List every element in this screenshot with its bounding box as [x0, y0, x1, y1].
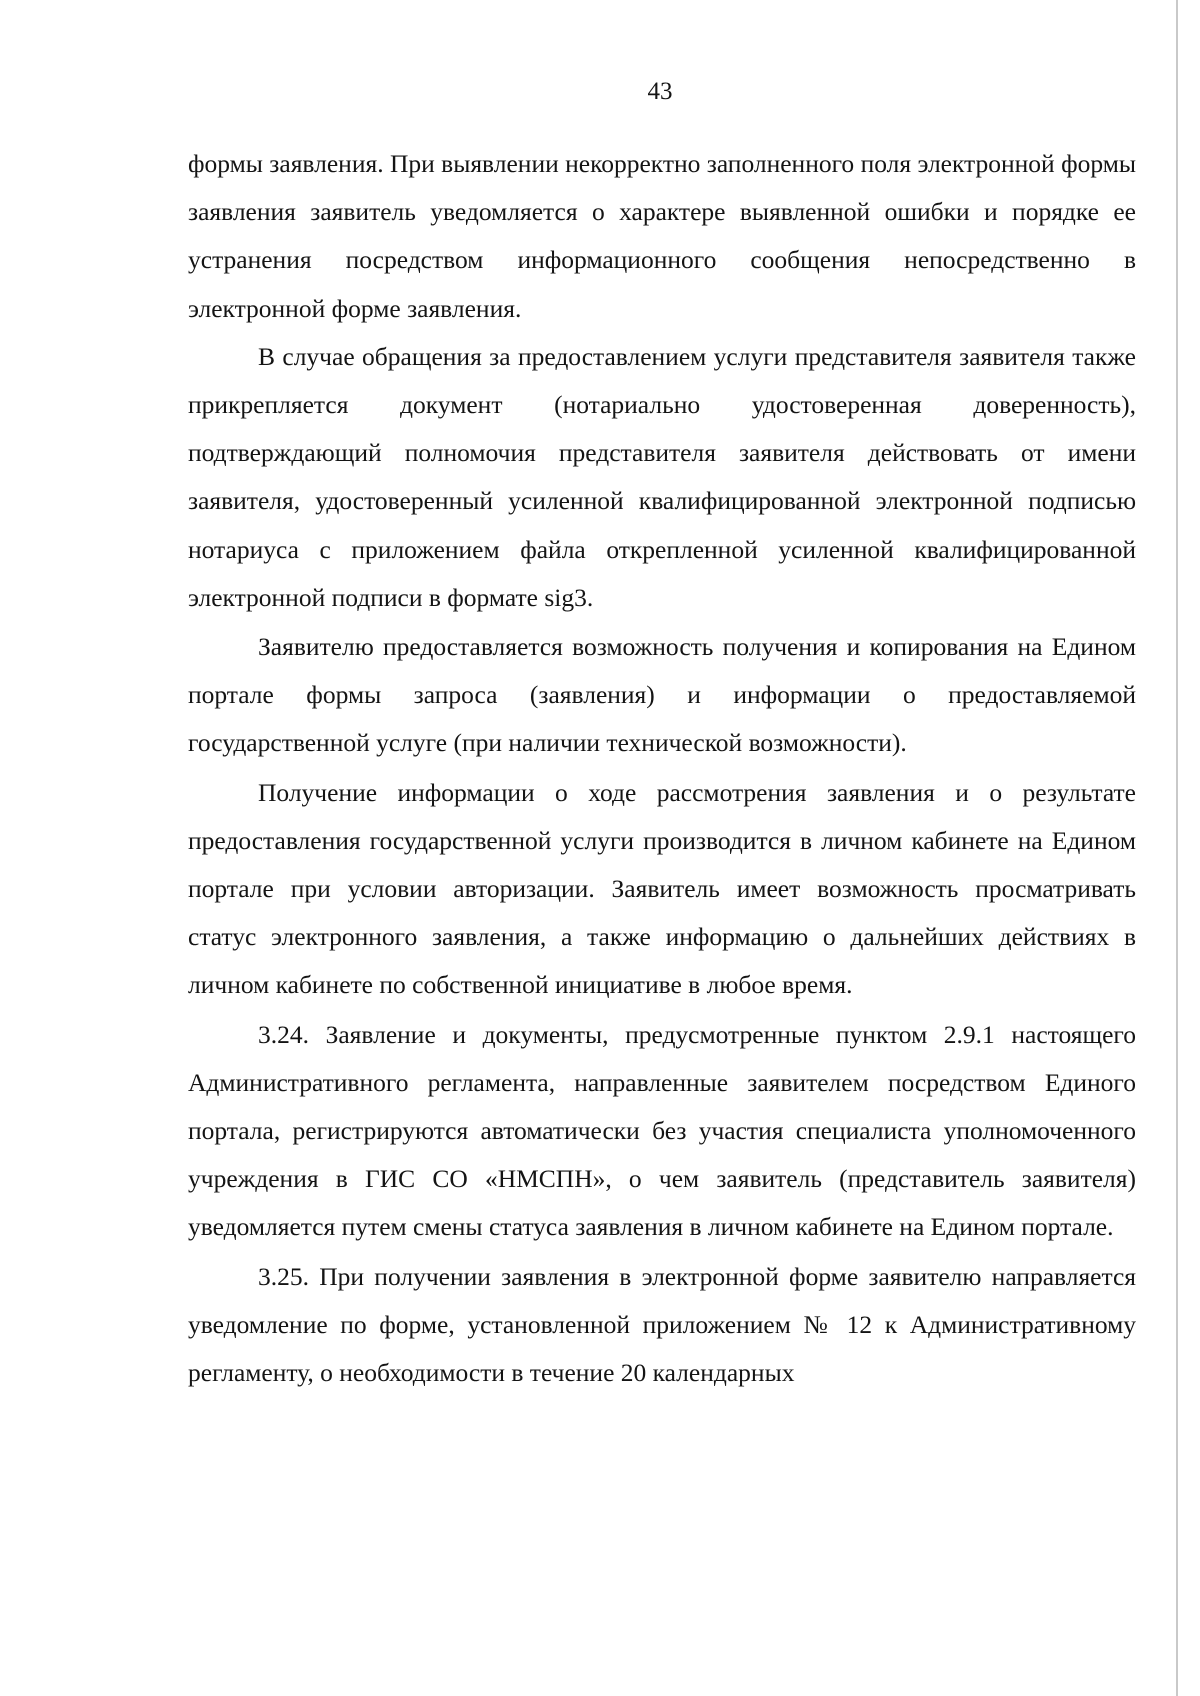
document-body [188, 140, 1136, 1397]
paragraph-status-info: Получение информации о ходе рассмотрения заявления и о результате предоставления государственной услуги производится в личном кабинете на Едином портале при условии авторизации. Заявитель имеет возможность просматривать статус электронного заявления, а также информацию о дальнейших действиях в личном кабинете по собственной инициативе в любое время. [188, 777, 1136, 1000]
page-number: 43 [647, 78, 673, 105]
page-edge-line [1176, 0, 1178, 1696]
paragraph-form-access: Заявителю предоставляется возможность получения и копирования на Едином портале формы запроса (заявления) и информации о предоставляемой государственной услуге (при наличии технической возможности). [188, 632, 1136, 758]
paragraph-continuation: формы заявления. При выявлении некорректно заполненного поля электронной формы заявления заявитель уведомляется о характере выявленной ошибки и порядке ее устранения посредством информационного сообщения непосредственно в электронной форме заявления. [188, 149, 1136, 323]
paragraph-3-25: 3.25. При получении заявления в электронной форме заявителю направляется уведомление по форме, установленной приложением № 12 к Административному регламенту, о необходимости в течение 20 календарных [188, 1261, 1136, 1388]
paragraph-3-24: 3.24. Заявление и документы, предусмотренные пунктом 2.9.1 настоящего Административного регламента, направленные заявителем посредством Единого портала, регистрируются автоматически без участия специалиста уполномоченного учреждения в ГИС СО «НМСПН», о чем заявитель (представитель заявителя) уведомляется путем смены статуса заявления в личном кабинете на Едином портале. [188, 1019, 1136, 1242]
paragraph-representative: В случае обращения за предоставлением услуги представителя заявителя также прикрепляется документ (нотариально удостоверенная доверенность), подтверждающий полномочия представителя заявителя действовать от имени заявителя, удостоверенный усиленной квалифицированной электронной подписью нотариуса с приложением файла открепленной усиленной квалифицированной электронной подписи в формате sig3. [188, 341, 1136, 612]
